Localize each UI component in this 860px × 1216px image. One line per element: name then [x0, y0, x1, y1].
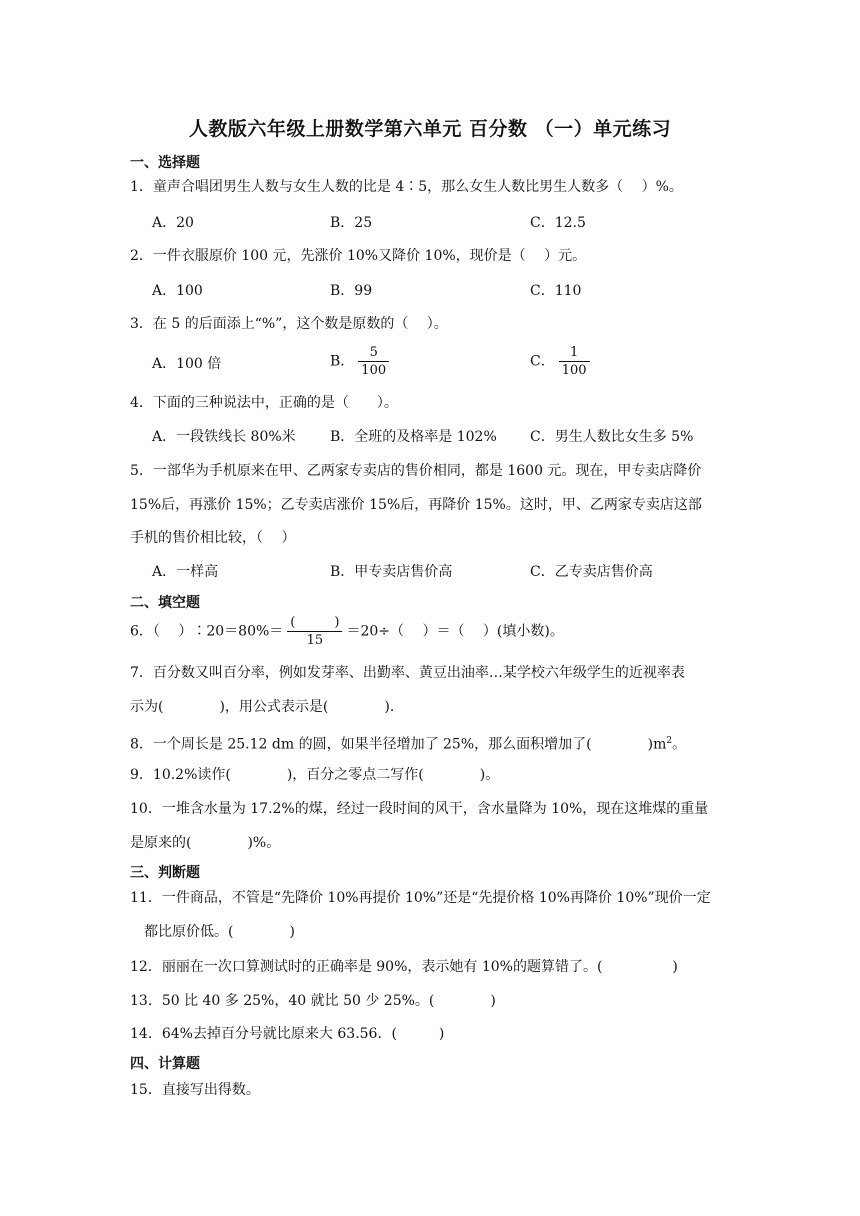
- fraction-numerator: 5: [358, 344, 389, 362]
- question-14: 14．64%去掉百分号就比原来大 63.56．( ): [130, 1026, 445, 1042]
- section-heading-calc: 四、计算题: [130, 1056, 200, 1072]
- q3-option-c-fraction: [559, 344, 590, 379]
- q4-option-a: A．一段铁线长 80%米: [152, 429, 296, 445]
- section-heading-fill: 二、填空题: [130, 595, 200, 611]
- question-11-line-1: 11．一件商品，不管是“先降价 10%再提价 10%”还是“先提价格 10%再降价 10%”现价一定: [130, 890, 711, 906]
- q3-option-b-fraction: [358, 344, 389, 379]
- section-heading-choice: 一、选择题: [130, 155, 200, 171]
- q3-option-b-label: B．: [330, 353, 355, 370]
- q5-option-b: B．甲专卖店售价高: [330, 564, 453, 580]
- question-3: 3．在 5 的后面添上“%”，这个数是原数的（ ）。: [130, 316, 448, 332]
- q3-option-c-label: C．: [530, 353, 555, 370]
- q3-option-b: [330, 344, 393, 379]
- q5-option-a: A．一样高: [152, 564, 219, 580]
- q1-option-b: B．25: [330, 215, 373, 231]
- question-2: 2．一件衣服原价 100 元，先涨价 10%又降价 10%，现价是（ ）元。: [130, 248, 587, 264]
- question-9: 9．10.2%读作( )，百分之零点二写作( )。: [130, 767, 500, 783]
- question-10-line-2: 是原来的( )%。: [130, 835, 281, 851]
- question-7-line-1: 7．百分数又叫百分率，例如发芽率、出勤率、黄豆出油率…某学校六年级学生的近视率表: [130, 665, 685, 681]
- question-1: 1．童声合唱团男生人数与女生人数的比是 4∶5，那么女生人数比男生人数多（ ）%。: [130, 179, 683, 195]
- question-15: 15．直接写出得数。: [130, 1082, 260, 1098]
- document-title: 人教版六年级上册数学第六单元 百分数 （一）单元练习: [188, 118, 672, 140]
- q3-option-a: A．100 倍: [152, 356, 222, 372]
- fraction-numerator: 1: [559, 344, 590, 362]
- q3-option-c: [530, 344, 594, 379]
- q2-option-a: A．100: [152, 283, 203, 299]
- q2-option-c: C．110: [530, 283, 582, 299]
- question-6: [130, 614, 564, 649]
- fraction-denominator: 100: [561, 363, 587, 378]
- question-7-line-2: 示为( )，用公式表示是( ).: [130, 699, 395, 715]
- q1-option-a: A．20: [152, 215, 194, 231]
- q8-end: 。: [672, 736, 687, 753]
- q1-option-c: C．12.5: [530, 215, 586, 231]
- q6-fraction: [287, 614, 342, 649]
- q6-text-start: 6．（ ）∶20＝80%＝: [130, 623, 284, 640]
- question-8: [130, 731, 686, 755]
- section-heading-judge: 三、判断题: [130, 865, 200, 881]
- question-12: 12．丽丽在一次口算测试时的正确率是 90%，表示她有 10%的题算错了。( ): [130, 959, 678, 975]
- fraction-denominator: 15: [306, 633, 324, 648]
- q8-exponent: 2: [666, 736, 673, 746]
- q8-text: 8．一个周长是 25.12 dm 的圆，如果半径增加了 25%，那么面积增加了( )m: [130, 736, 667, 753]
- q4-option-b: B．全班的及格率是 102%: [330, 429, 497, 445]
- fraction-numerator: ( ): [287, 614, 342, 632]
- fraction-denominator: 100: [361, 363, 387, 378]
- question-13: 13．50 比 40 多 25%，40 就比 50 少 25%。( ): [130, 993, 496, 1009]
- question-10-line-1: 10．一堆含水量为 17.2%的煤，经过一段时间的风干，含水量降为 10%，现在这堆煤的重量: [130, 801, 709, 817]
- q4-option-c: C．男生人数比女生多 5%: [530, 429, 694, 445]
- question-4: 4．下面的三种说法中，正确的是（ ）。: [130, 395, 398, 411]
- q2-option-b: B．99: [330, 283, 373, 299]
- q6-text-end: ＝20÷（ ）＝（ ）(填小数)。: [346, 623, 564, 640]
- question-5-line-2: 15%后，再涨价 15%；乙专卖店涨价 15%后，再降价 15%。这时，甲、乙两家专卖店这部: [130, 497, 702, 513]
- question-5-line-1: 5．一部华为手机原来在甲、乙两家专卖店的售价相同，都是 1600 元。现在，甲专卖店降价: [130, 463, 702, 479]
- question-11-line-2: 都比原价低。( ): [144, 924, 295, 940]
- question-5-line-3: 手机的售价相比较，（ ）: [130, 530, 296, 546]
- q5-option-c: C．乙专卖店售价高: [530, 564, 653, 580]
